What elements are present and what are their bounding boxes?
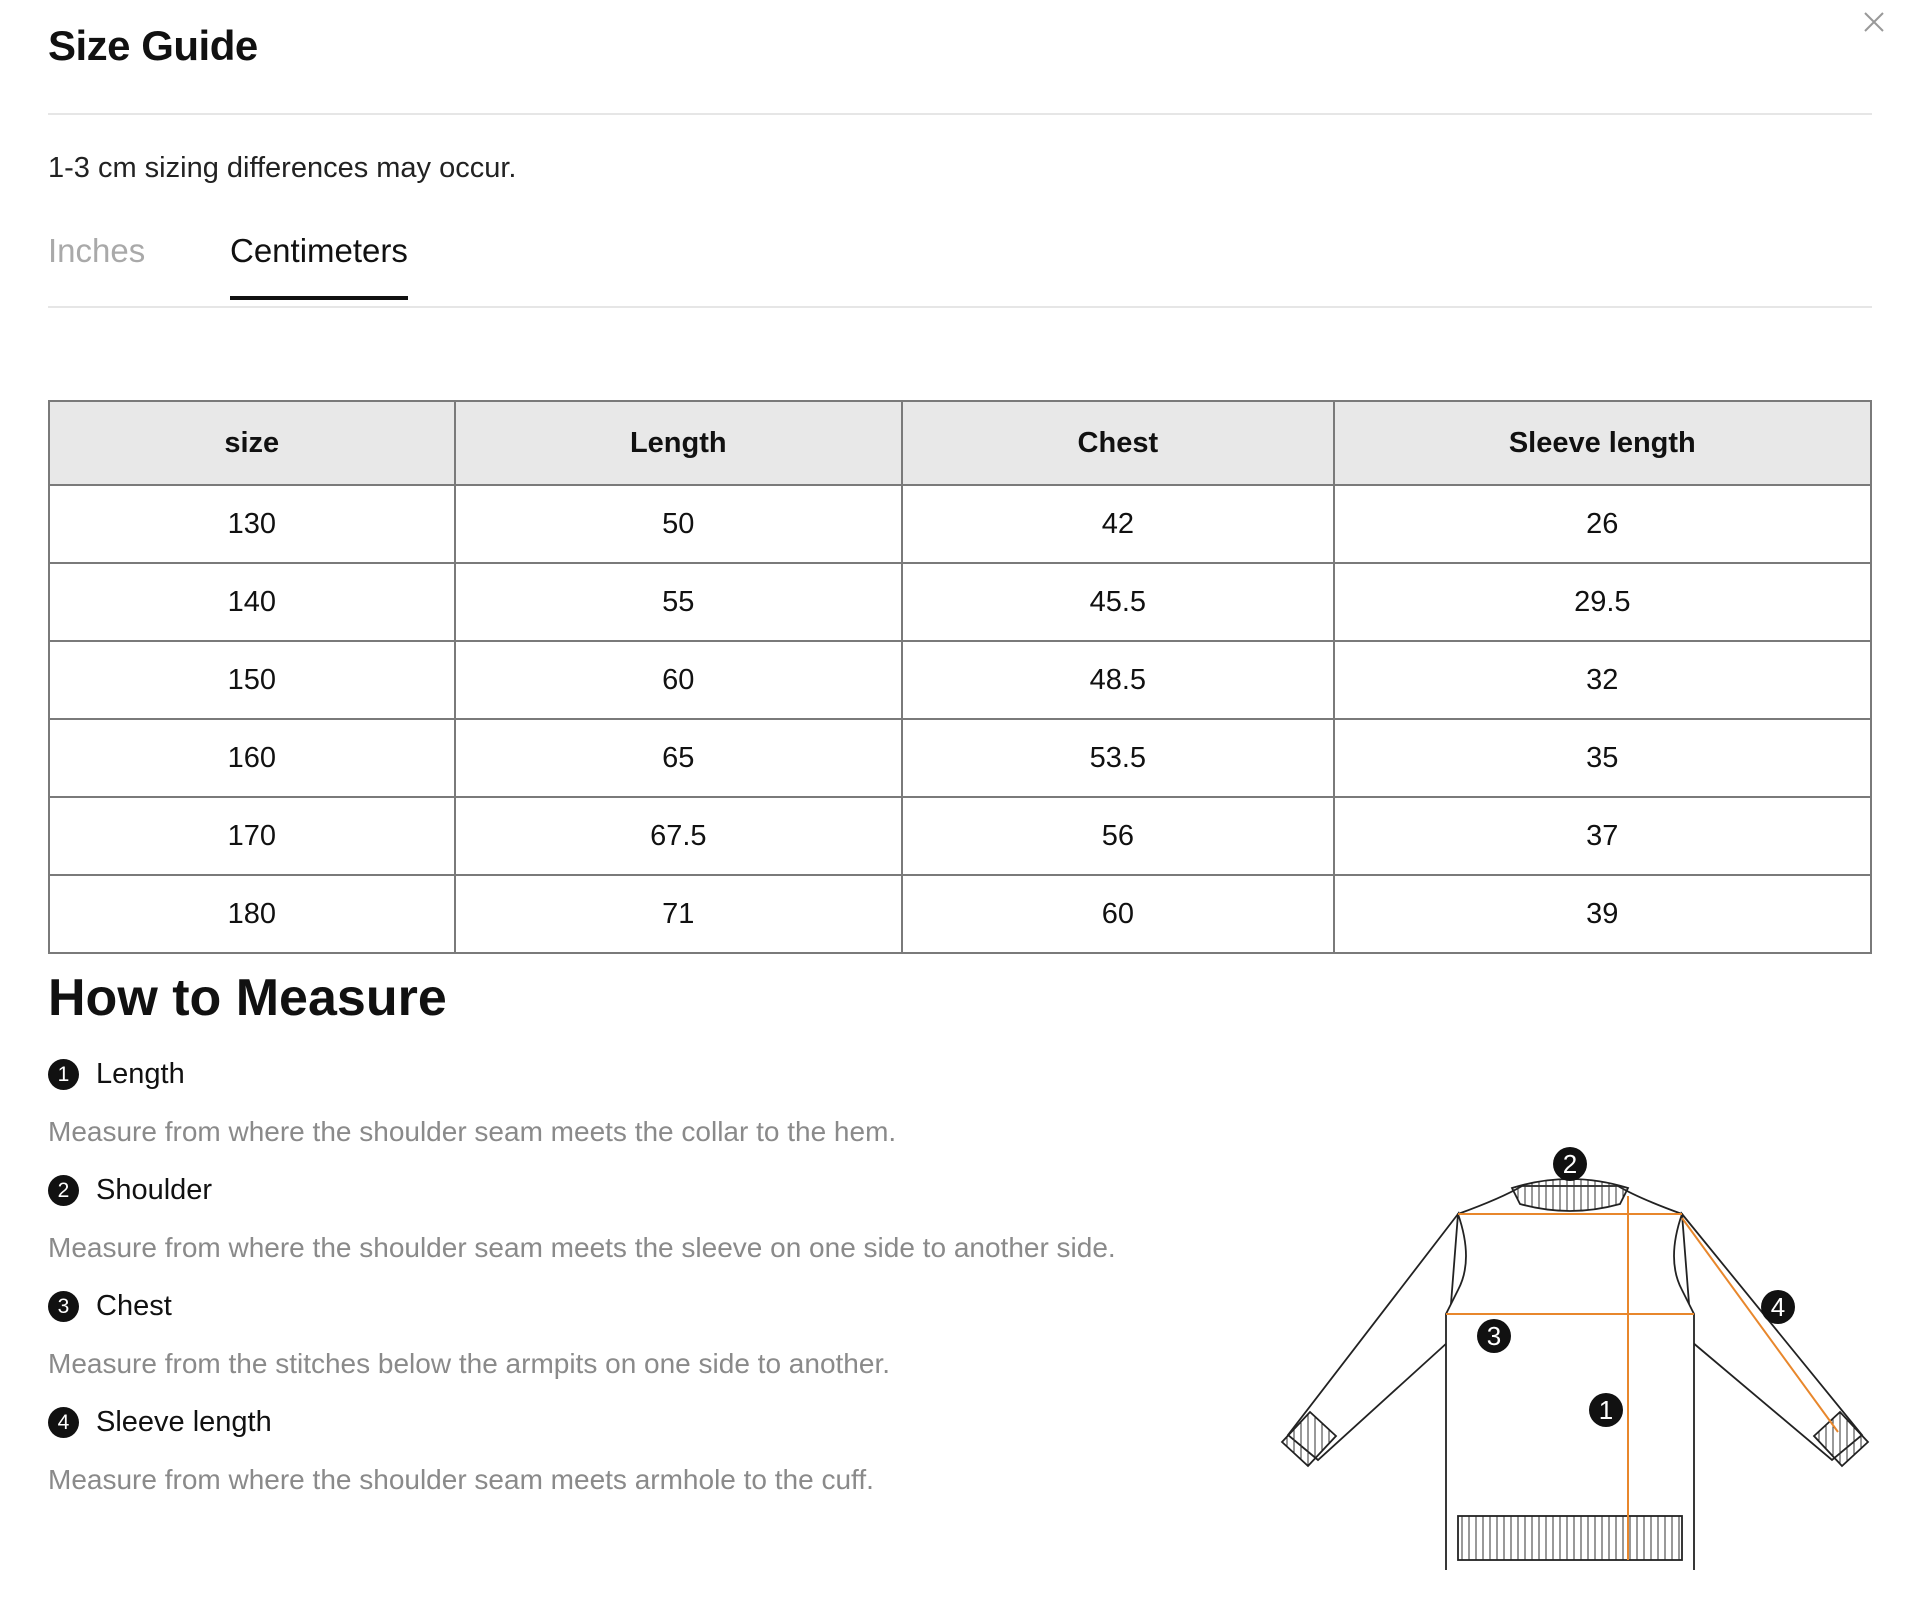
table-row bbox=[49, 641, 1871, 719]
cell-length: 50 bbox=[455, 485, 903, 563]
page-title: Size Guide bbox=[48, 22, 258, 69]
measure-label: Shoulder bbox=[96, 1174, 213, 1206]
cell-chest: 60 bbox=[902, 875, 1334, 953]
tab-inches[interactable]: Inches bbox=[48, 232, 146, 269]
cell-size: 130 bbox=[49, 485, 455, 563]
how-to-measure-title: How to Measure bbox=[48, 969, 447, 1027]
measure-description: Measure from where the shoulder seam meets the sleeve on one side to another side. bbox=[48, 1232, 1116, 1263]
cell-length: 55 bbox=[455, 563, 903, 641]
table-row bbox=[49, 875, 1871, 953]
cell-chest: 48.5 bbox=[902, 641, 1334, 719]
cell-sleeve-length: 39 bbox=[1334, 875, 1871, 953]
svg-text:4: 4 bbox=[1770, 1292, 1786, 1322]
cell-size: 180 bbox=[49, 875, 455, 953]
cell-size: 150 bbox=[49, 641, 455, 719]
number-2-icon: 2 bbox=[48, 1175, 79, 1206]
table-row bbox=[49, 797, 1871, 875]
header-size: size bbox=[49, 401, 455, 485]
cell-length: 65 bbox=[455, 719, 903, 797]
cell-sleeve-length: 32 bbox=[1334, 641, 1871, 719]
unit-tabs bbox=[48, 226, 1872, 308]
size-table bbox=[48, 400, 1872, 954]
cell-size: 160 bbox=[49, 719, 455, 797]
close-icon bbox=[1863, 11, 1885, 33]
measure-item-chest bbox=[48, 1290, 172, 1323]
cell-chest: 42 bbox=[902, 485, 1334, 563]
diagram-marker-1 bbox=[1589, 1393, 1623, 1427]
cell-size: 140 bbox=[49, 563, 455, 641]
sizing-note: 1-3 cm sizing differences may occur. bbox=[48, 152, 517, 184]
header-length: Length bbox=[455, 401, 903, 485]
measure-item-length bbox=[48, 1058, 185, 1091]
cell-length: 60 bbox=[455, 641, 903, 719]
cell-chest: 53.5 bbox=[902, 719, 1334, 797]
measure-description: Measure from where the shoulder seam meets the collar to the hem. bbox=[48, 1116, 897, 1147]
cell-sleeve-length: 29.5 bbox=[1334, 563, 1871, 641]
table-row bbox=[49, 719, 1871, 797]
measure-description: Measure from the stitches below the armpits on one side to another. bbox=[48, 1348, 891, 1379]
table-row bbox=[49, 563, 1871, 641]
number-1-icon: 1 bbox=[48, 1059, 79, 1090]
svg-text:2: 2 bbox=[1562, 1149, 1578, 1179]
table-row bbox=[49, 485, 1871, 563]
measure-label: Chest bbox=[96, 1290, 172, 1322]
cell-sleeve-length: 35 bbox=[1334, 719, 1871, 797]
tab-centimeters[interactable]: Centimeters bbox=[230, 232, 408, 300]
header-sleeve-length: Sleeve length bbox=[1334, 401, 1871, 485]
measure-item-shoulder bbox=[48, 1174, 212, 1207]
cell-length: 67.5 bbox=[455, 797, 903, 875]
cell-chest: 56 bbox=[902, 797, 1334, 875]
header-chest: Chest bbox=[902, 401, 1334, 485]
sweater-diagram bbox=[1270, 1130, 1880, 1570]
cell-size: 170 bbox=[49, 797, 455, 875]
cell-length: 71 bbox=[455, 875, 903, 953]
cell-sleeve-length: 37 bbox=[1334, 797, 1871, 875]
measure-label: Sleeve length bbox=[96, 1406, 272, 1438]
svg-text:3: 3 bbox=[1486, 1321, 1502, 1351]
table-header-row bbox=[49, 401, 1871, 485]
measure-label: Length bbox=[96, 1058, 185, 1090]
measure-description: Measure from where the shoulder seam meets armhole to the cuff. bbox=[48, 1464, 874, 1495]
diagram-marker-2 bbox=[1553, 1147, 1587, 1181]
svg-text:1: 1 bbox=[1598, 1395, 1614, 1425]
measure-item-sleeve-length bbox=[48, 1406, 272, 1439]
header-divider bbox=[48, 113, 1872, 115]
diagram-marker-3 bbox=[1477, 1319, 1511, 1353]
cell-chest: 45.5 bbox=[902, 563, 1334, 641]
number-4-icon: 4 bbox=[48, 1407, 79, 1438]
number-3-icon: 3 bbox=[48, 1291, 79, 1322]
diagram-marker-4 bbox=[1761, 1290, 1795, 1324]
close-button[interactable] bbox=[1856, 4, 1892, 40]
cell-sleeve-length: 26 bbox=[1334, 485, 1871, 563]
